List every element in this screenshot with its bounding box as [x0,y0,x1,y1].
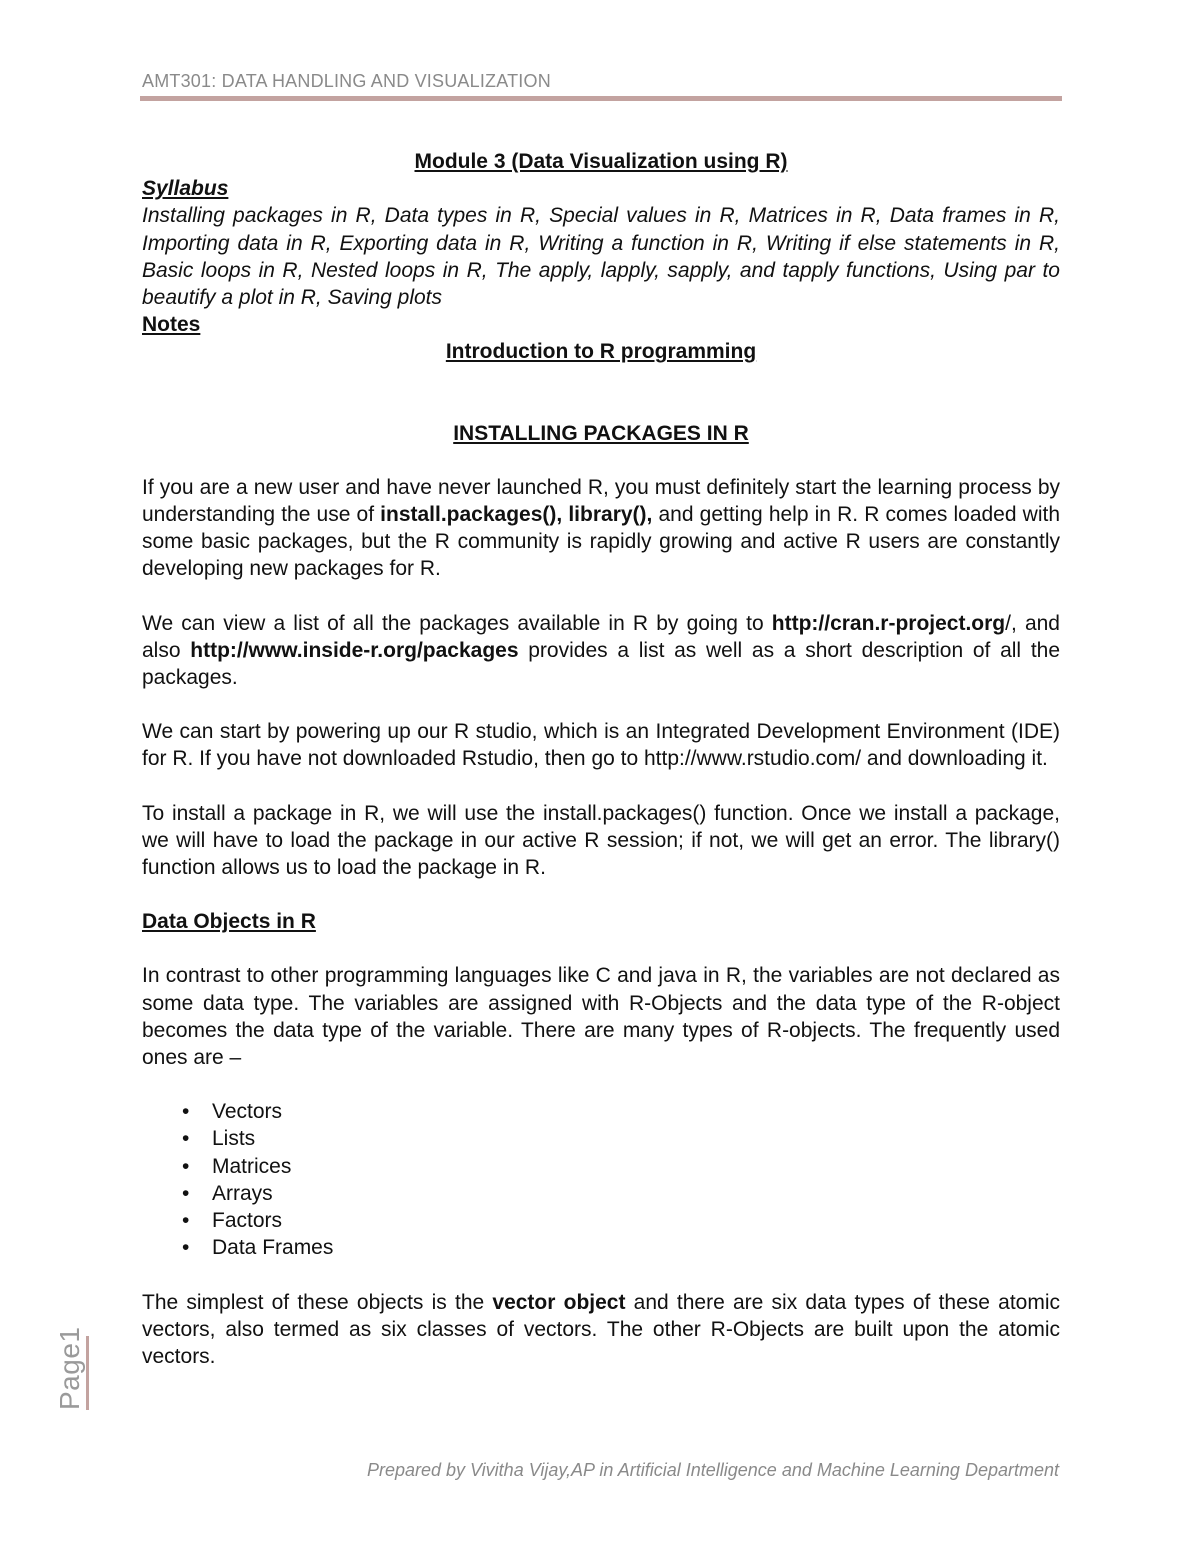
spacer [142,773,1060,800]
spacer [142,583,1060,610]
list-item: • Factors [182,1207,1060,1234]
code-reference: install.packages(), library(), [380,503,653,527]
module-title: Module 3 (Data Visualization using R) [414,150,788,173]
syllabus-heading: Syllabus [142,177,229,201]
object-type-list [142,1098,1060,1261]
spacer [142,1071,1060,1098]
list-item: • Vectors [182,1098,1060,1125]
data-objects-heading: Data Objects in R [142,910,316,934]
page-side-bar [86,1336,89,1410]
installing-paragraph-2 [142,610,1060,692]
cran-link[interactable]: http://cran.r-project.org [771,611,1006,635]
vector-object-term: vector object [492,1290,626,1314]
list-item: • Lists [182,1125,1060,1152]
installing-paragraph-3: We can start by powering up our R studio, which is an Integrated Development Environment (IDE) for R. If you have not downloaded Rstudio, then go to http://www.rstudio.com/ and downloading it. [142,720,1060,771]
syllabus-text: Installing packages in R, Data types in R, Special values in R, Matrices in R, Data frames in R, Importing data in R, Exporting data in R, Writing a function in R, Writing if else statements in R, Basic loops in R, Nested loops in R, The apply, lapply, sapply, and tapply functions, Using par to beautify a plot in R, Saving plots [142,204,1060,310]
spacer [142,366,1060,420]
installing-paragraph-4: To install a package in R, we will use the install.packages() function. Once we install a package, we will have to load the package in our active R session; if not, we will get an error. The library() function allows us to load the package in R. [142,801,1060,880]
footer-credit: Prepared by Vivitha Vijay,AP in Artificial Intelligence and Machine Learning Department [366,1460,1059,1480]
page-content [142,148,1060,1370]
text-run: /, and also [142,611,1060,662]
data-objects-paragraph-1: In contrast to other programming languages like C and java in R, the variables are not declared as some data type. The variables are assigned with R-Objects and the data type of the R-object becomes the data type of the variable. There are many types of R-objects. The frequently used ones are – [142,964,1060,1070]
installing-paragraph-1 [142,474,1060,583]
text-run: and getting help in R. R comes loaded with some basic packages, but the R community is rapidly growing and active R users are constantly developing new packages for R. [142,503,1060,581]
page-number: Page1 [54,1326,85,1410]
spacer [142,881,1060,908]
spacer [142,1262,1060,1289]
text-run: We can view a list of all the packages available in R by going to [142,611,772,635]
installing-heading: INSTALLING PACKAGES IN R [453,421,749,445]
spacer [142,935,1060,962]
header-divider [140,96,1062,101]
notes-heading: Notes [142,313,201,337]
intro-heading: Introduction to R programming [445,340,757,364]
list-item: • Arrays [182,1180,1060,1207]
list-item: • Data Frames [182,1234,1060,1261]
text-run: The simplest of these objects is the [142,1290,493,1314]
spacer [142,691,1060,718]
text-run: and there are six data types of these atomic vectors, also termed as six classes of vectors. The other R-Objects are built upon the atomic vectors. [142,1290,1060,1368]
spacer [142,447,1060,474]
course-header: AMT301: DATA HANDLING AND VISUALIZATION [142,71,551,91]
list-item: • Matrices [182,1153,1060,1180]
data-objects-paragraph-2 [142,1289,1060,1371]
text-run: provides a list as well as a short description of all the packages. [142,638,1061,690]
text-run: If you are a new user and have never launched R, you must definitely start the learning process by understanding the use of [142,475,1060,527]
inside-r-link[interactable]: http://www.inside-r.org/packages [190,638,519,662]
